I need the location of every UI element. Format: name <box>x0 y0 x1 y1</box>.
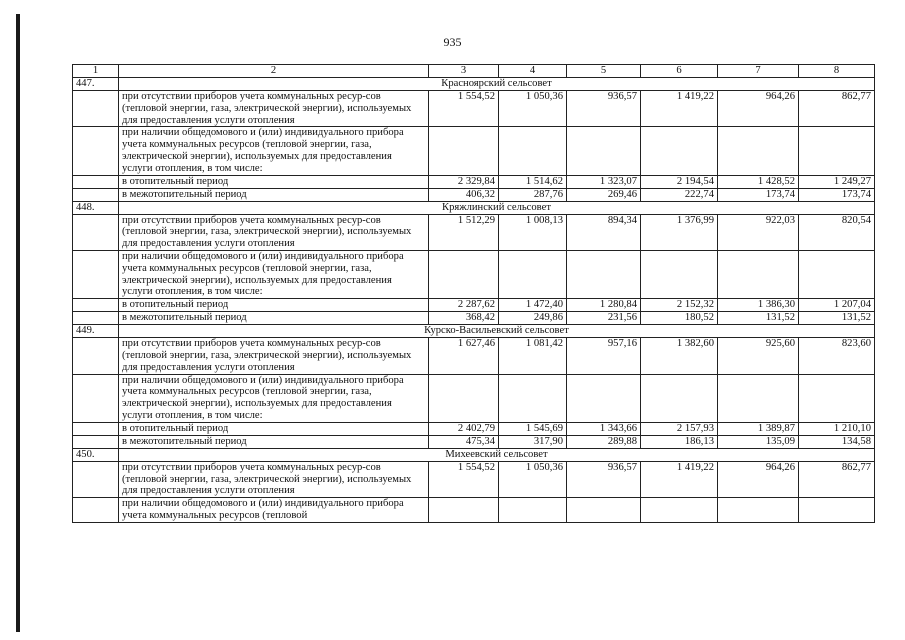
table-row <box>73 299 875 312</box>
value-col-8 <box>799 498 875 523</box>
value-col-4: 1 514,62 <box>499 175 567 188</box>
value-col-4: 287,76 <box>499 188 567 201</box>
row-number-cell <box>73 422 119 435</box>
value-col-7: 1 428,52 <box>718 175 799 188</box>
value-col-4 <box>499 498 567 523</box>
value-col-7: 1 386,30 <box>718 299 799 312</box>
tariff-table <box>72 64 875 523</box>
value-col-6: 1 376,99 <box>641 214 718 250</box>
row-number-cell <box>73 250 119 298</box>
value-col-6: 2 157,93 <box>641 422 718 435</box>
value-col-5: 936,57 <box>567 461 641 497</box>
value-col-4: 317,90 <box>499 435 567 448</box>
value-col-4 <box>499 250 567 298</box>
value-col-3: 2 329,84 <box>429 175 499 188</box>
value-col-7: 135,09 <box>718 435 799 448</box>
table-row <box>73 250 875 298</box>
row-number-cell <box>73 312 119 325</box>
row-description: при наличии общедомового и (или) индивидуального прибора учета коммунальных ресурсов (тепловой энергии, газа, электрической энергии), используемых для предоставления услуги отопления, в том числе: <box>119 374 429 422</box>
value-col-7: 1 389,87 <box>718 422 799 435</box>
value-col-5 <box>567 250 641 298</box>
section-number: 449. <box>73 325 119 338</box>
section-title: Красноярский сельсовет <box>119 78 875 91</box>
section-number: 447. <box>73 78 119 91</box>
value-col-6: 2 194,54 <box>641 175 718 188</box>
table-row <box>73 374 875 422</box>
row-description: в межотопительный период <box>119 435 429 448</box>
row-description: в отопительный период <box>119 422 429 435</box>
value-col-7 <box>718 127 799 175</box>
value-col-3: 1 554,52 <box>429 461 499 497</box>
row-number-cell <box>73 299 119 312</box>
value-col-4: 1 081,42 <box>499 338 567 374</box>
value-col-5 <box>567 374 641 422</box>
table-row <box>73 498 875 523</box>
value-col-6: 1 419,22 <box>641 91 718 127</box>
table-row <box>73 461 875 497</box>
value-col-8: 1 207,04 <box>799 299 875 312</box>
value-col-8: 820,54 <box>799 214 875 250</box>
row-description: при отсутствии приборов учета коммунальных ресур-сов (тепловой энергии, газа, электрической энергии), используемых для предоставления услуги отопления <box>119 461 429 497</box>
value-col-3: 1 627,46 <box>429 338 499 374</box>
value-col-5: 1 323,07 <box>567 175 641 188</box>
value-col-6: 222,74 <box>641 188 718 201</box>
section-title: Курско-Васильевский сельсовет <box>119 325 875 338</box>
value-col-3: 475,34 <box>429 435 499 448</box>
value-col-7: 173,74 <box>718 188 799 201</box>
row-number-cell <box>73 91 119 127</box>
value-col-3 <box>429 374 499 422</box>
value-col-8: 862,77 <box>799 91 875 127</box>
column-number-1: 1 <box>73 65 119 78</box>
value-col-4: 1 050,36 <box>499 91 567 127</box>
row-number-cell <box>73 338 119 374</box>
value-col-4: 1 472,40 <box>499 299 567 312</box>
value-col-5: 1 280,84 <box>567 299 641 312</box>
value-col-8 <box>799 374 875 422</box>
value-col-5: 936,57 <box>567 91 641 127</box>
value-col-7 <box>718 498 799 523</box>
table-row <box>73 422 875 435</box>
value-col-3 <box>429 250 499 298</box>
value-col-7: 922,03 <box>718 214 799 250</box>
value-col-4 <box>499 374 567 422</box>
table-row <box>73 312 875 325</box>
value-col-7: 131,52 <box>718 312 799 325</box>
value-col-5: 894,34 <box>567 214 641 250</box>
value-col-5: 269,46 <box>567 188 641 201</box>
value-col-7: 964,26 <box>718 91 799 127</box>
page-edge-bar <box>16 14 20 632</box>
table-row <box>73 338 875 374</box>
value-col-5: 289,88 <box>567 435 641 448</box>
table-row <box>73 175 875 188</box>
value-col-7: 964,26 <box>718 461 799 497</box>
row-description: при наличии общедомового и (или) индивидуального прибора учета коммунальных ресурсов (тепловой энергии, газа, электрической энергии), используемых для предоставления услуги отопления, в том числе: <box>119 250 429 298</box>
value-col-3 <box>429 498 499 523</box>
value-col-3: 406,32 <box>429 188 499 201</box>
table-row <box>73 127 875 175</box>
value-col-5: 1 343,66 <box>567 422 641 435</box>
section-number: 450. <box>73 448 119 461</box>
value-col-8: 862,77 <box>799 461 875 497</box>
value-col-6: 2 152,32 <box>641 299 718 312</box>
row-description: при наличии общедомового и (или) индивидуального прибора учета коммунальных ресурсов (тепловой энергии, газа, электрической энергии), используемых для предоставления услуги отопления, в том числе: <box>119 127 429 175</box>
row-number-cell <box>73 127 119 175</box>
value-col-3: 2 402,79 <box>429 422 499 435</box>
value-col-4 <box>499 127 567 175</box>
value-col-8: 823,60 <box>799 338 875 374</box>
value-col-6 <box>641 374 718 422</box>
column-number-8: 8 <box>799 65 875 78</box>
value-col-8 <box>799 127 875 175</box>
value-col-3 <box>429 127 499 175</box>
value-col-3: 2 287,62 <box>429 299 499 312</box>
row-number-cell <box>73 461 119 497</box>
value-col-8: 1 249,27 <box>799 175 875 188</box>
row-description: при отсутствии приборов учета коммунальных ресур-сов (тепловой энергии, газа, электрической энергии), используемых для предоставления услуги отопления <box>119 214 429 250</box>
section-row <box>73 325 875 338</box>
value-col-6 <box>641 250 718 298</box>
value-col-4: 1 050,36 <box>499 461 567 497</box>
value-col-4: 249,86 <box>499 312 567 325</box>
value-col-7: 925,60 <box>718 338 799 374</box>
row-description: в отопительный период <box>119 175 429 188</box>
column-number-6: 6 <box>641 65 718 78</box>
value-col-5 <box>567 127 641 175</box>
row-number-cell <box>73 188 119 201</box>
row-description: в межотопительный период <box>119 312 429 325</box>
value-col-8: 173,74 <box>799 188 875 201</box>
column-number-7: 7 <box>718 65 799 78</box>
row-description: при отсутствии приборов учета коммунальных ресур-сов (тепловой энергии, газа, электрической энергии), используемых для предоставления услуги отопления <box>119 91 429 127</box>
value-col-6: 1 419,22 <box>641 461 718 497</box>
row-number-cell <box>73 175 119 188</box>
value-col-6 <box>641 498 718 523</box>
value-col-5: 957,16 <box>567 338 641 374</box>
value-col-6: 1 382,60 <box>641 338 718 374</box>
value-col-4: 1 545,69 <box>499 422 567 435</box>
section-title: Кряжлинский сельсовет <box>119 201 875 214</box>
row-description: при отсутствии приборов учета коммунальных ресур-сов (тепловой энергии, газа, электрической энергии), используемых для предоставления услуги отопления <box>119 338 429 374</box>
value-col-5: 231,56 <box>567 312 641 325</box>
row-number-cell <box>73 498 119 523</box>
column-number-row <box>73 65 875 78</box>
column-number-2: 2 <box>119 65 429 78</box>
row-number-cell <box>73 435 119 448</box>
value-col-8: 1 210,10 <box>799 422 875 435</box>
column-number-4: 4 <box>499 65 567 78</box>
value-col-4: 1 008,13 <box>499 214 567 250</box>
section-row <box>73 201 875 214</box>
table-row <box>73 188 875 201</box>
value-col-7 <box>718 250 799 298</box>
column-number-5: 5 <box>567 65 641 78</box>
value-col-6 <box>641 127 718 175</box>
row-description: при наличии общедомового и (или) индивидуального прибора учета коммунальных ресурсов (тепловой <box>119 498 429 523</box>
value-col-3: 1 554,52 <box>429 91 499 127</box>
value-col-8: 131,52 <box>799 312 875 325</box>
section-number: 448. <box>73 201 119 214</box>
row-number-cell <box>73 374 119 422</box>
value-col-3: 368,42 <box>429 312 499 325</box>
section-row <box>73 448 875 461</box>
row-description: в отопительный период <box>119 299 429 312</box>
row-number-cell <box>73 214 119 250</box>
value-col-6: 186,13 <box>641 435 718 448</box>
value-col-8: 134,58 <box>799 435 875 448</box>
section-title: Михеевский сельсовет <box>119 448 875 461</box>
column-number-3: 3 <box>429 65 499 78</box>
section-row <box>73 78 875 91</box>
table-row <box>73 91 875 127</box>
table-row <box>73 435 875 448</box>
value-col-6: 180,52 <box>641 312 718 325</box>
page-number: 935 <box>443 35 462 49</box>
table-row <box>73 214 875 250</box>
row-description: в межотопительный период <box>119 188 429 201</box>
value-col-3: 1 512,29 <box>429 214 499 250</box>
value-col-5 <box>567 498 641 523</box>
value-col-7 <box>718 374 799 422</box>
value-col-8 <box>799 250 875 298</box>
